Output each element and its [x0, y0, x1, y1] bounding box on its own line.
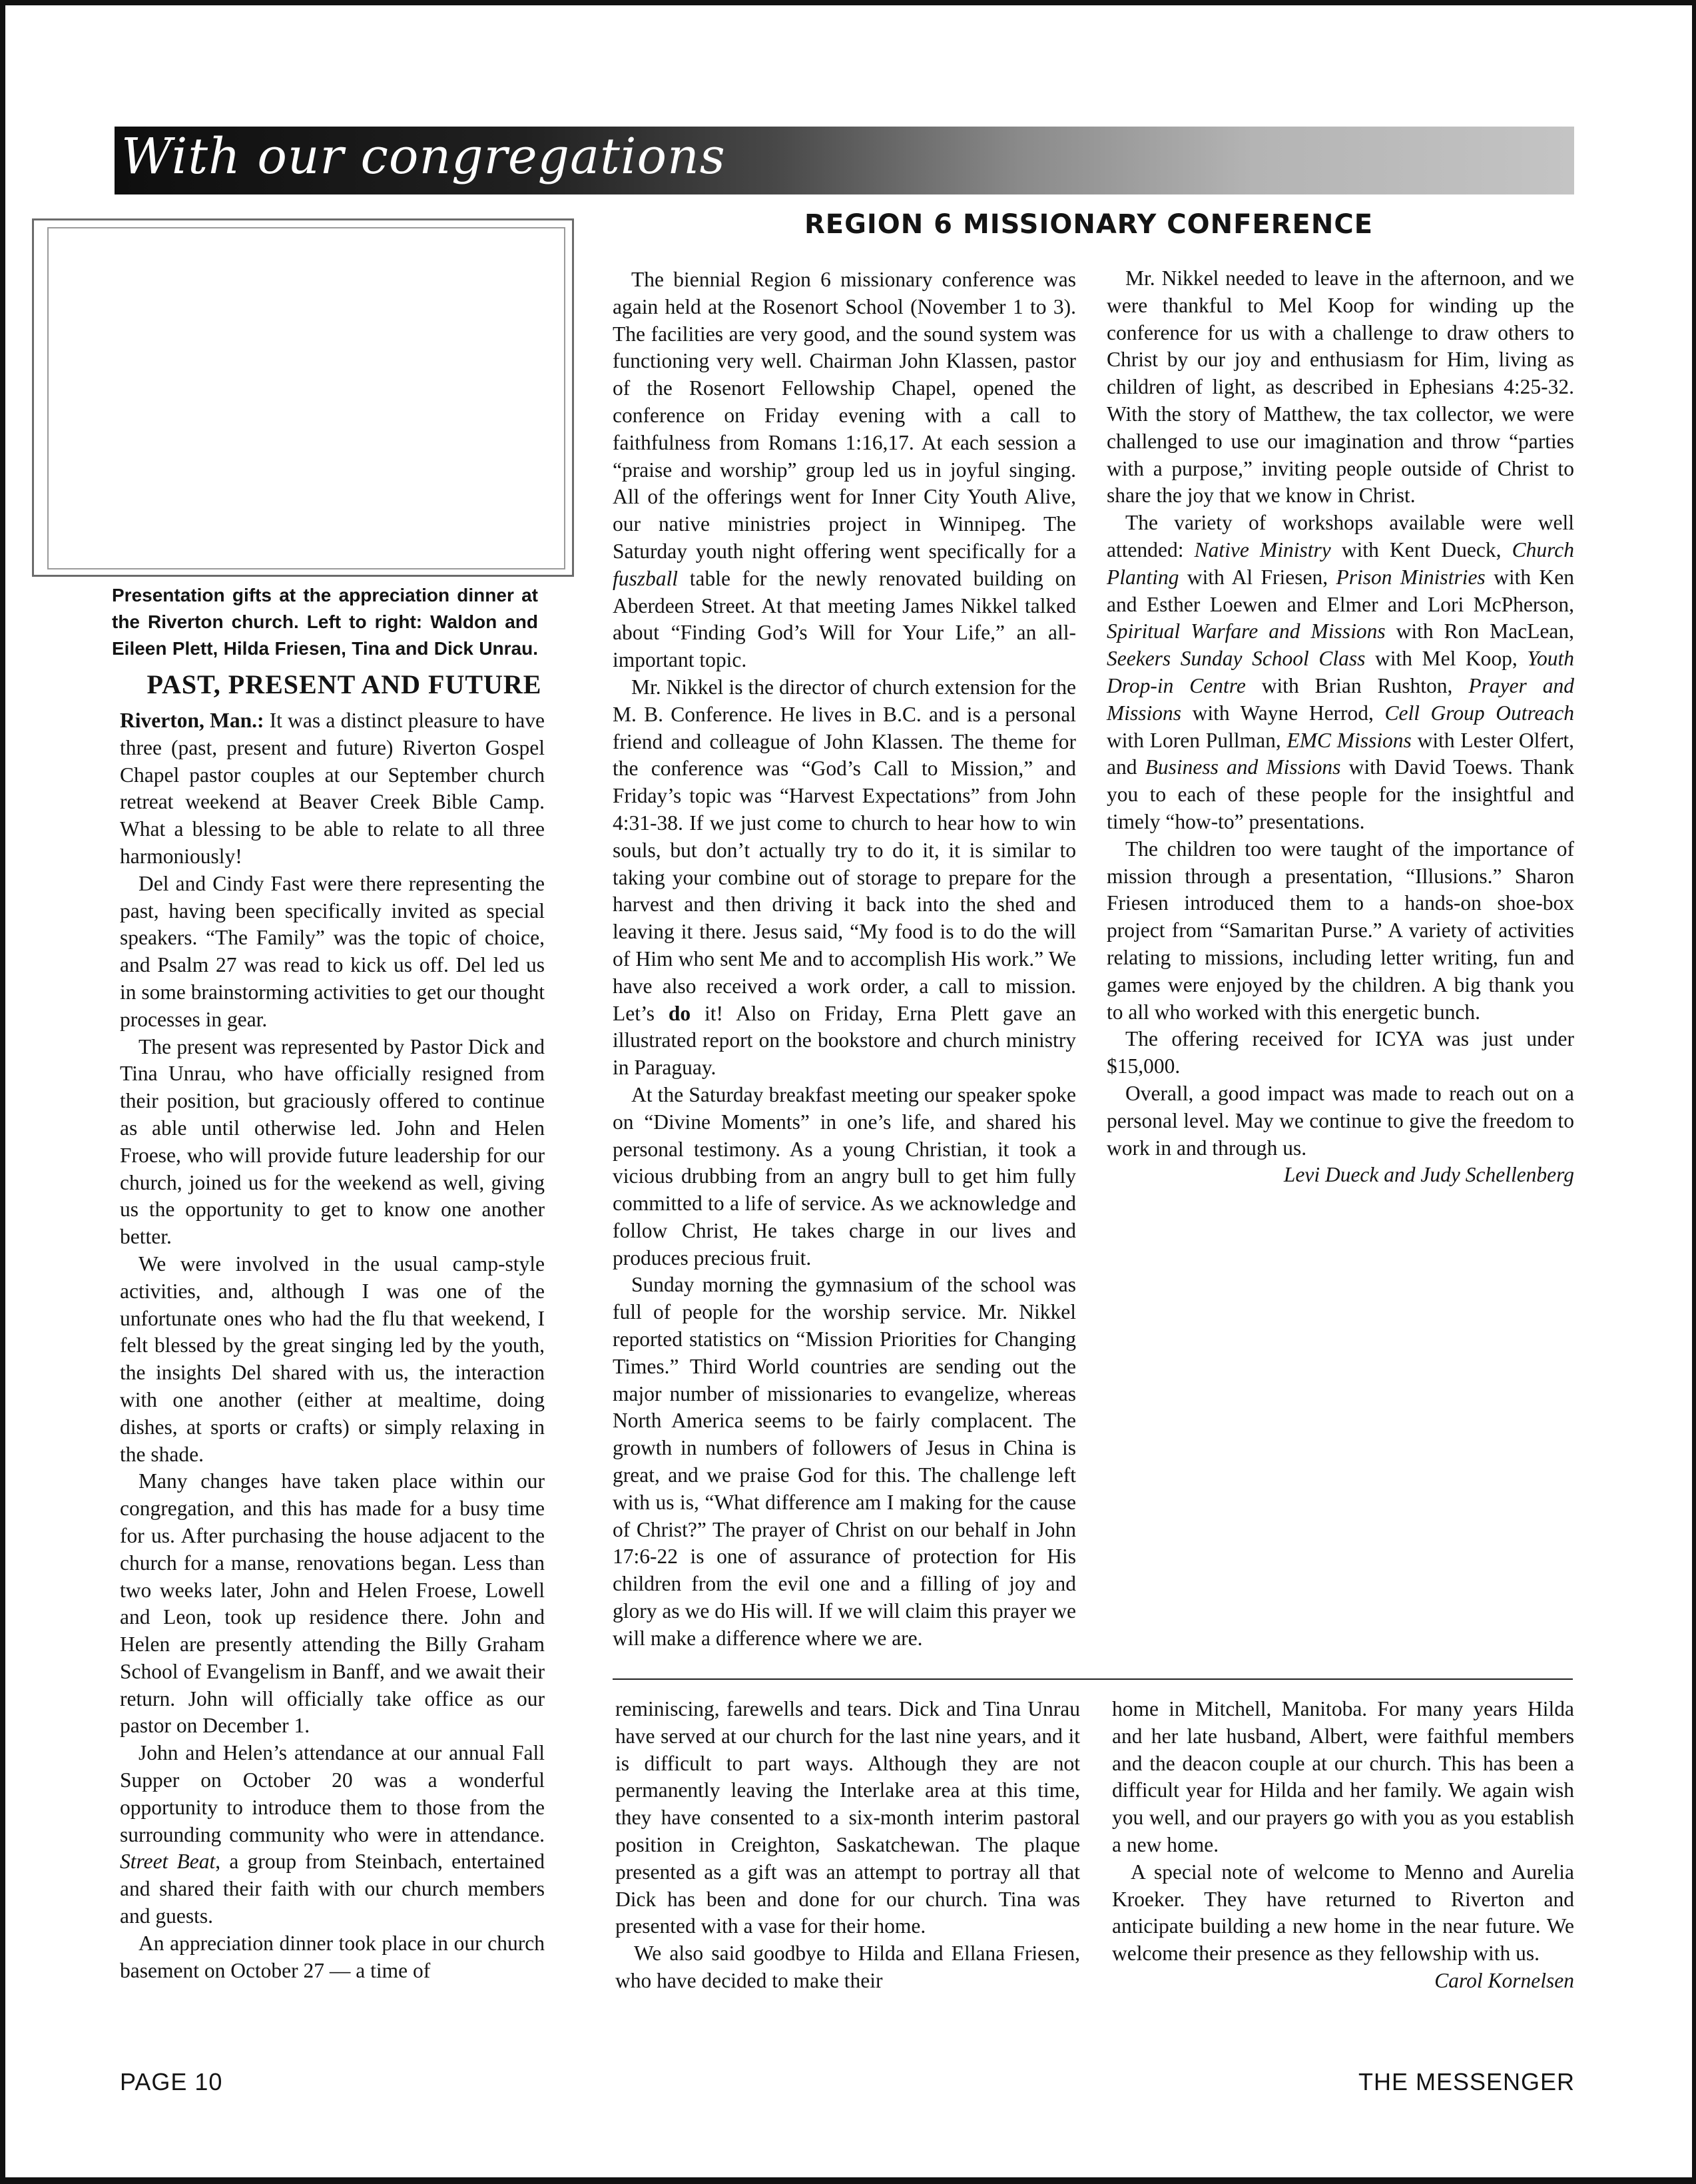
- article-paragraph: Mr. Nikkel needed to leave in the afternoon, and we were thankful to Mel Koop for winding up the conference for us with a challenge to draw others to Christ by our joy and enthusiasm for Him, living as children of light, as described in Ephesians 4:25-32. With the story of Matthew, the tax collector, we were challenged to use our imagination and throw “parties with a purpose,” inviting people outside of Christ to share the joy that we know in Christ.: [1107, 266, 1574, 508]
- workshop-title: Cell Group Outreach: [1384, 701, 1574, 725]
- workshop-leaders: with Al Friesen,: [1179, 565, 1336, 589]
- article-paragraph: reminiscing, farewells and tears. Dick and Tina Unrau have served at our church for the last nine years, and it is difficult to part ways. Although they are not permanently leaving the Interlake area at this time, they have consented to a six-month interim pastoral position in Creighton, Saskatchewan. The plaque presented as a gift was an attempt to portray all that Dick has been and done for our church. Tina was presented with a vase for their home.: [615, 1697, 1080, 1938]
- section-banner: [115, 127, 1574, 194]
- paragraph-text: The biennial Region 6 missionary conference was again held at the Rosenort School (November 1 to 3). The facilities are very good, and the sound system was functioning very well. Chairman John Klassen, pastor of the Rosenort Fellowship Chapel, opened the conference on Friday evening with a call to faithfulness from Romans 1:16,17. At each session a “praise and worship” group led us in joyful singing. All of the offerings went for Inner City Youth Alive, our native ministries project in Winnipeg. The Saturday youth night offering went specifically for a: [613, 268, 1076, 563]
- article-paragraph: The children too were taught of the importance of mission through a presentation, “Illusions.” Sharon Friesen introduced them to a hands-on shoe-box project from “Samaritan Purse.” A variety of activities relating to missions, including letter writing, fun and games were enjoyed by the children. A big thank you to all who worked with this energetic bunch.: [1107, 837, 1574, 1024]
- workshop-leaders: with Brian Rushton,: [1245, 673, 1469, 697]
- workshop-list: [1107, 538, 1574, 779]
- workshop-title: Church Planting: [1107, 538, 1574, 589]
- paragraph-text: , a group from Steinbach, entertained and shared their faith with our church members and guests.: [120, 1850, 545, 1928]
- article-paragraph: [120, 707, 545, 871]
- article-byline: Carol Kornelsen: [1434, 1968, 1574, 1992]
- scan-border-bottom: [0, 2177, 1696, 2184]
- workshop-leaders: with Wayne Herrod,: [1181, 701, 1385, 725]
- workshop-leaders: with David Toews.: [1340, 755, 1513, 779]
- workshop-leaders: with Mel Koop,: [1365, 647, 1528, 671]
- article-continued-middle: [615, 1696, 1080, 1995]
- page-number: PAGE 10: [120, 2068, 223, 2095]
- lead-text: It was a distinct pleasure to have three (past, present and future) Riverton Gospel Chapel pastor couples at our September church retreat weekend at Beaver Creek Bible Camp. What a blessing to be able to relate to all three harmoniously!: [120, 709, 545, 868]
- workshop-title: Spiritual Warfare and Missions: [1107, 619, 1386, 643]
- workshop-leaders: with Ron MacLean,: [1385, 619, 1574, 643]
- section-banner-title: With our congregations: [121, 128, 726, 185]
- paragraph-text: Thank you to each of these people for the insightful and timely “how-to” presentations.: [1107, 755, 1574, 833]
- workshop-title: EMC Missions: [1286, 728, 1412, 752]
- article-paragraph: home in Mitchell, Manitoba. For many years Hilda and her late husband, Albert, were faithful members and the deacon couple at our church. This has been a difficult year for Hilda and her family. We again wish you well, and our prayers go with you as you establish a new home.: [1112, 1697, 1574, 1856]
- article-paragraph: An appreciation dinner took place in our church basement on October 27 — a time of: [120, 1931, 545, 1982]
- article-paragraph: [120, 1740, 545, 1930]
- workshop-title: Seekers Sunday School Class: [1107, 647, 1366, 671]
- article-paragraph: [613, 266, 1076, 674]
- paragraph-text: The variety of workshops available were well attended:: [1107, 511, 1574, 561]
- photo-placeholder: [32, 218, 574, 577]
- paragraph-text: table for the newly renovated building on Aberdeen Street. At that meeting James Nikkel talked about “Finding God’s Will for Your Life,” an all-important topic.: [613, 566, 1076, 672]
- workshop-title: Prison Ministries: [1336, 565, 1486, 589]
- article-column-left: [120, 707, 545, 1984]
- article-paragraph: A special note of welcome to Menno and Aurelia Kroeker. They have returned to Riverton and anticipate building a new home in the near future. We welcome their presence as they fellowship with us.: [1112, 1860, 1574, 1966]
- article-paragraph: Many changes have taken place within our congregation, and this has made for a busy time for us. After purchasing the house adjacent to the church for a manse, renovations began. Less than two weeks later, John and Helen Froese, Lowell and Leon, took up residence there. John and Helen are presently attending the Billy Graham School of Evangelism in Banff, and we await their return. John will officially take office as our pastor on December 1.: [120, 1469, 545, 1738]
- article-paragraph: Sunday morning the gymnasium of the school was full of people for the worship service. Mr. Nikkel reported statistics on “Mission Priorities for Changing Times.” Third World countries are sending out the major number of missionaries to evangelize, whereas North America seems to be fairly complacent. The growth in numbers of followers of Jesus in China is great, and we praise God for this. The challenge left with us is, “What difference am I making for the cause of Christ?” The prayer of Christ on our behalf in John 17:6-22 is one of assurance of protection for His children from the evil one and a filling of joy and glory as we do His will. If we will claim this prayer we will make a difference where we are.: [613, 1273, 1076, 1650]
- workshop-leaders: with Lester Olfert, and: [1107, 728, 1574, 779]
- workshops-paragraph: [1107, 510, 1574, 836]
- region-conference-headline: REGION 6 MISSIONARY CONFERENCE: [804, 209, 1374, 240]
- paragraph-text: it! Also on Friday, Erna Plett gave an illustrated report on the bookstore and church ministry in Paraguay.: [613, 1001, 1076, 1080]
- article-paragraph: The offering received for ICYA was just under $15,000.: [1107, 1027, 1574, 1078]
- dateline: Riverton, Man.:: [120, 709, 264, 732]
- publication-name: THE MESSENGER: [1358, 2068, 1575, 2095]
- article-paragraph: [613, 674, 1076, 1082]
- scan-border-top: [0, 0, 1696, 5]
- paragraph-text: Mr. Nikkel is the director of church extension for the M. B. Conference. He lives in B.C. and is a personal friend and colleague of John Klassen. The theme for the conference was “God’s Call to Mission,” and Friday’s topic was “Harvest Expectations” from John 4:31-38. If we just come to church to hear how to win souls, but don’t actually try to do it, it is similar to taking your combine out of storage to prepare for the harvest and then driving it back into the shed and leaving it there. Jesus said, “My food is to do the will of Him who sent Me and to accomplish His work.” We have also received a work order, a call to mission. Let’s: [613, 675, 1076, 1025]
- workshop-title: Business and Missions: [1145, 755, 1341, 779]
- group-name: Street Beat: [120, 1850, 216, 1874]
- article-paragraph: Del and Cindy Fast were there representing the past, having been specifically invited as special speakers. “The Family” was the topic of choice, and Psalm 27 was read to kick us off. Del led us in some brainstorming activities to get our thought processes in gear.: [120, 871, 545, 1031]
- scan-border-right: [1692, 0, 1696, 2184]
- conference-column-middle: [613, 266, 1076, 1652]
- article-paragraph: We were involved in the usual camp-style activities, and, although I was one of the unfortunate ones who had the flu that weekend, I felt blessed by the great singing led by the youth, the insights Del shared with us, the interaction with one another (either at mealtime, doing dishes, at sports or crafts) or simply relaxing in the shade.: [120, 1252, 545, 1466]
- article-paragraph: Overall, a good impact was made to reach out on a personal level. May we continue to give the freedom to work in and through us.: [1107, 1081, 1574, 1160]
- past-present-future-headline: PAST, PRESENT AND FUTURE: [146, 669, 542, 699]
- conference-column-right: [1107, 265, 1574, 1189]
- article-paragraph: At the Saturday breakfast meeting our speaker spoke on “Divine Moments” in one’s life, and shared his personal testimony. As a young Christian, it took a vicious drubbing from an angry bull to get him fully committed to a life of service. As we acknowledge and follow Christ, He takes charge in our lives and produces precious fruit.: [613, 1082, 1076, 1270]
- conference-byline: Levi Dueck and Judy Schellenberg: [1283, 1163, 1574, 1187]
- emphasis-word: fuszball: [613, 566, 679, 590]
- workshop-title: Youth Drop-in Centre: [1107, 647, 1574, 697]
- workshop-leaders: with Ken and Esther Loewen and Elmer and Lori McPherson,: [1107, 565, 1575, 616]
- paragraph-text: John and Helen’s attendance at our annual Fall Supper on October 20 was a wonderful opportunity to introduce them to those from the surrounding community who were in attendance.: [120, 1741, 545, 1846]
- workshop-title: Prayer and Missions: [1107, 673, 1574, 725]
- article-continued-right: [1112, 1696, 1574, 1995]
- photo-inner-border: [47, 227, 565, 569]
- workshop-title: Native Ministry: [1194, 538, 1331, 561]
- horizontal-divider: [613, 1678, 1573, 1680]
- bold-word: do: [668, 1001, 691, 1025]
- article-paragraph: We also said goodbye to Hilda and Ellana Friesen, who have decided to make their: [615, 1942, 1080, 1992]
- article-paragraph: The present was represented by Pastor Dick and Tina Unrau, who have officially resigned from their position, but graciously offered to continue as able until otherwise led. John and Helen Froese, who will provide future leadership for our church, joined us for the weekend as well, giving us the opportunity to get to know one another better.: [120, 1034, 545, 1249]
- workshop-leaders: with Kent Dueck,: [1330, 538, 1512, 561]
- photo-caption: Presentation gifts at the appreciation dinner at the Riverton church. Left to right: Waldon and Eileen Plett, Hilda Friesen, Tina and Dick Unrau.: [112, 585, 538, 659]
- scan-border-left: [0, 0, 5, 2184]
- workshop-leaders: with Loren Pullman,: [1107, 728, 1287, 752]
